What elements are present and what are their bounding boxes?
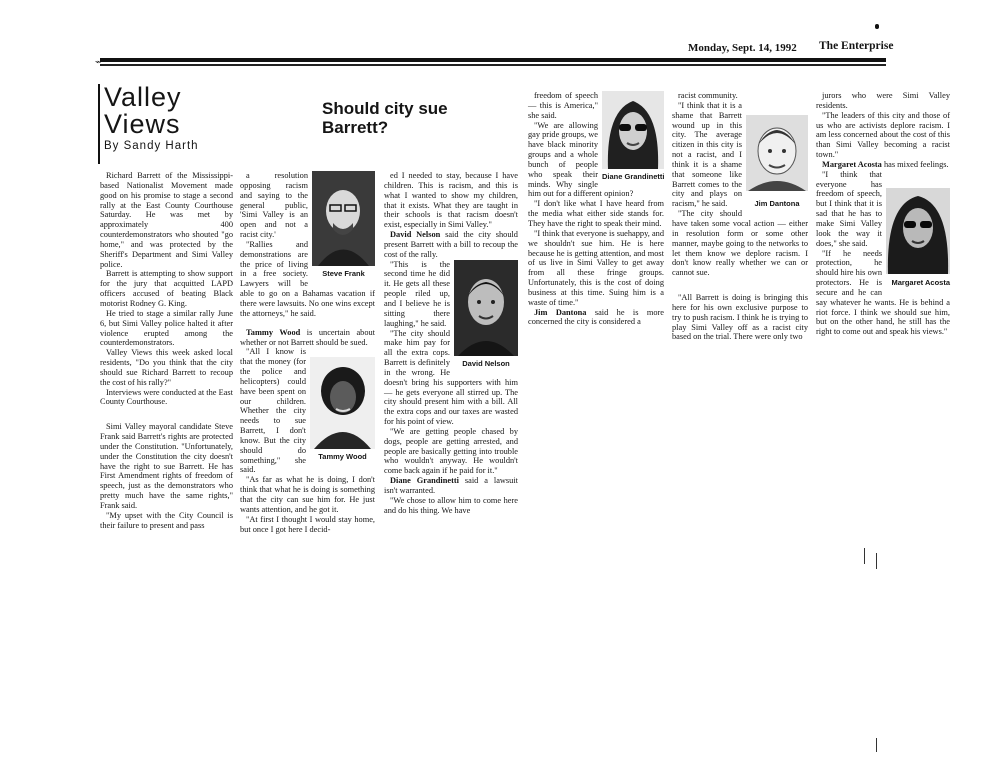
header-rule-thin [100,64,886,66]
paragraph: "This is the second time he did it. He gets all these people riled up, and I believe he is sitting there laughing," he said. [384,259,450,328]
portrait-image [312,171,375,266]
speaker-name: David Nelson [390,230,441,240]
masthead-title-line1: Valley [104,82,182,112]
paragraph: "If he needs protection, he should hire his own protectors. He is secure and he can say whatever he wants. He is behind a riot force. I think we should sue him, but on the other hand, he still has the right to come out and speak his views." [816,248,950,337]
article-column-4 [528,91,664,327]
paragraph: a resolution opposing racism and saying to the general public, 'Simi Valley is an open and not a racist city.' [240,171,308,240]
photo-caption: Jim Dantona [754,198,800,208]
photo-tammy-wood [310,357,375,462]
paragraph [240,328,375,348]
speaker-name: Margaret Acosta [822,159,882,169]
paragraph: "I think that it is a shame that Barrett wound up in this city. The average citizen in this city is not a racist, and I think it is a shame that someone like Barrett comes to the city and plays on racism," he said. [672,100,742,209]
corner-mark: ⌁ [95,57,102,68]
speaker-name: Diane Grandinetti [390,476,459,486]
paragraph: Barrett is attempting to show support for the jury that acquitted LAPD officers accused of beating Black motorist Rodney G. King. [100,269,233,308]
header-rule-heavy [100,58,886,62]
paragraph: "I think that everyone is suehappy, and we shouldn't sue him. He is here because he is getting attention, and most of us live in Simi Valley to get away from all these fringe groups. Unfortunately, this is the cost of doing business at this time. Suing him is a waste of time." [528,228,664,307]
portrait-image [602,91,664,169]
speaker-name: Tammy Wood [246,327,301,337]
photo-david-nelson [454,260,518,369]
masthead-bar [98,84,100,164]
paragraph-text: is uncertain about whether or not Barrett should be sued. [240,327,375,347]
column-masthead [104,84,234,154]
article-column-6 [816,91,950,337]
paragraph: "My upset with the City Council is their failure to present and pass [100,510,233,530]
paragraph-text: said he is more concerned the city is considered a [528,307,664,327]
paragraph [816,160,950,170]
paragraph-text: has mixed feelings. [881,159,949,169]
paragraph: racist community. [678,91,738,100]
scan-mark [876,738,877,752]
paragraph: Simi Valley mayoral candidate Steve Frank said Barrett's rights are protected under the Constitution. "Unfortunately, under the Constitution the city doesn't have the right to sue Barrett. He has First Amendment rights of freedom of speech, just as the demonstrators who pretty much have the same rights," Frank said. [100,422,233,510]
photo-caption: Margaret Acosta [891,277,950,287]
paragraph: "All Barrett is doing is bringing this here for his own exclusive purpose to try to push racism. I think he is trying to play Simi Valley off as a racist city based on the trial. There were only two [672,293,808,342]
photo-steve-frank [312,171,375,279]
paragraph: Valley Views this week asked local residents, "Do you think that the city should sue Richard Barrett to recoup the cost of his rally?" [100,348,233,387]
paragraph: "The city should have taken some vocal action — either in resolution form or some other manner, maybe going to the networks to let them know we deplore racism. I don't know really whether we can or cannot sue. [672,209,808,278]
paragraph: "I think that everyone has freedom of speech, but I think that it is sad that he has to make Simi Valley look the way it does," she said. [816,169,882,248]
paragraph: Interviews were conducted at the East County Courthouse. [100,387,233,407]
masthead-byline: By Sandy Harth [104,140,199,152]
paragraph: Richard Barrett of the Mississippi-based Nationalist Movement made good on his promise to stage a second rally at the East County Courthouse Saturday. He was met by approximately 400 counterdemonstrators who shouted "go home," and was protected by the Sheriff's Department and Simi Valley police. [100,171,233,269]
photo-caption: Diane Grandinetti [602,172,665,181]
article-column-3 [384,171,518,516]
paragraph: "We are getting people chased by dogs, people are getting arrested, and people are basically getting into trouble who wouldn't anyway. He wouldn't come back again if he paid for it." [384,426,518,476]
paragraph: "I don't like what I have heard from the media what either side stands for. They have the right to speak their mind. [528,199,664,228]
portrait-image [454,260,518,356]
photo-margaret-acosta [886,188,950,288]
article-column-5 [672,91,808,342]
scan-mark [864,548,865,564]
photo-caption: David Nelson [462,358,510,368]
photo-jim-dantona [746,115,808,209]
paragraph: "At first I thought I would stay home, but once I got here I decid- [240,514,375,534]
paragraph [384,230,518,260]
paragraph: freedom of speech — this is America," she said. [528,91,598,120]
scan-mark [876,553,877,569]
photo-caption: Tammy Wood [318,452,367,462]
article-column-1 [100,171,233,531]
masthead-title-line2: Views [104,109,181,139]
headline: Should city sue Barrett? [322,99,448,137]
paragraph: "We chose to allow him to come here and do his thing. We have [384,495,518,515]
issue-date: Monday, Sept. 14, 1992 [688,42,797,54]
article-column-2 [240,171,375,534]
paragraph [528,308,664,328]
page-mark [875,24,879,29]
paragraph: "All I know is that the money (for the police and helicopters) could have been spent on our children. Whether the city needs to sue Barrett, I don't know. But the city should do something," she said. [240,347,306,475]
paragraph-text: said the city should present Barrett with a bill to recoup the cost of the rally. [384,230,518,259]
speaker-name: Jim Dantona [534,307,587,317]
paragraph: "As far as what he is doing, I don't think that what he is doing is something that the city can sue him for. He just wants attention, and he got it. [240,475,375,514]
photo-caption: Steve Frank [322,269,365,278]
paragraph: "The leaders of this city and those of us who are activists deplore racism. I am less concerned about the cost of this than Simi Valley becoming a racist town." [816,110,950,160]
portrait-image [310,357,375,449]
paragraph: "The city should make him pay for all the extra cops. Barrett is definitely in the wrong. He doesn't bring his supporters with him — he gets everyone all stirred up. The city should present him with a bill. All the extra cops and our taxes are wasted for his point of view. [384,328,518,427]
paragraph-text: said a lawsuit isn't warranted. [384,476,518,495]
publication-name: The Enterprise [819,40,894,52]
paragraph: "We are allowing gay pride groups, we have black minority groups and a whole bunch of people who speak their minds. Why single him out for a different opinion? [528,120,634,199]
paragraph: "Rallies and demonstrations are the price of living in a free society. Lawyers will be able to go on a Bahamas vacation if there were lawsuits. No one wins except the attorneys," he said. [240,239,375,318]
paragraph [384,476,518,496]
portrait-image [746,115,808,191]
photo-diane-grandinetti [602,91,664,182]
paragraph: ed I needed to stay, because I have children. This is racism, and this is what I wanted to show my children, that it exists. What they are taught in their schools is that racism doesn't exist, especially in Simi Valley." [384,171,518,230]
paragraph: He tried to stage a similar rally June 6, but Simi Valley police halted it after violence erupted among the counterdemonstrators. [100,308,233,348]
paragraph: jurors who were Simi Valley residents. [816,91,950,110]
portrait-image [886,188,950,274]
